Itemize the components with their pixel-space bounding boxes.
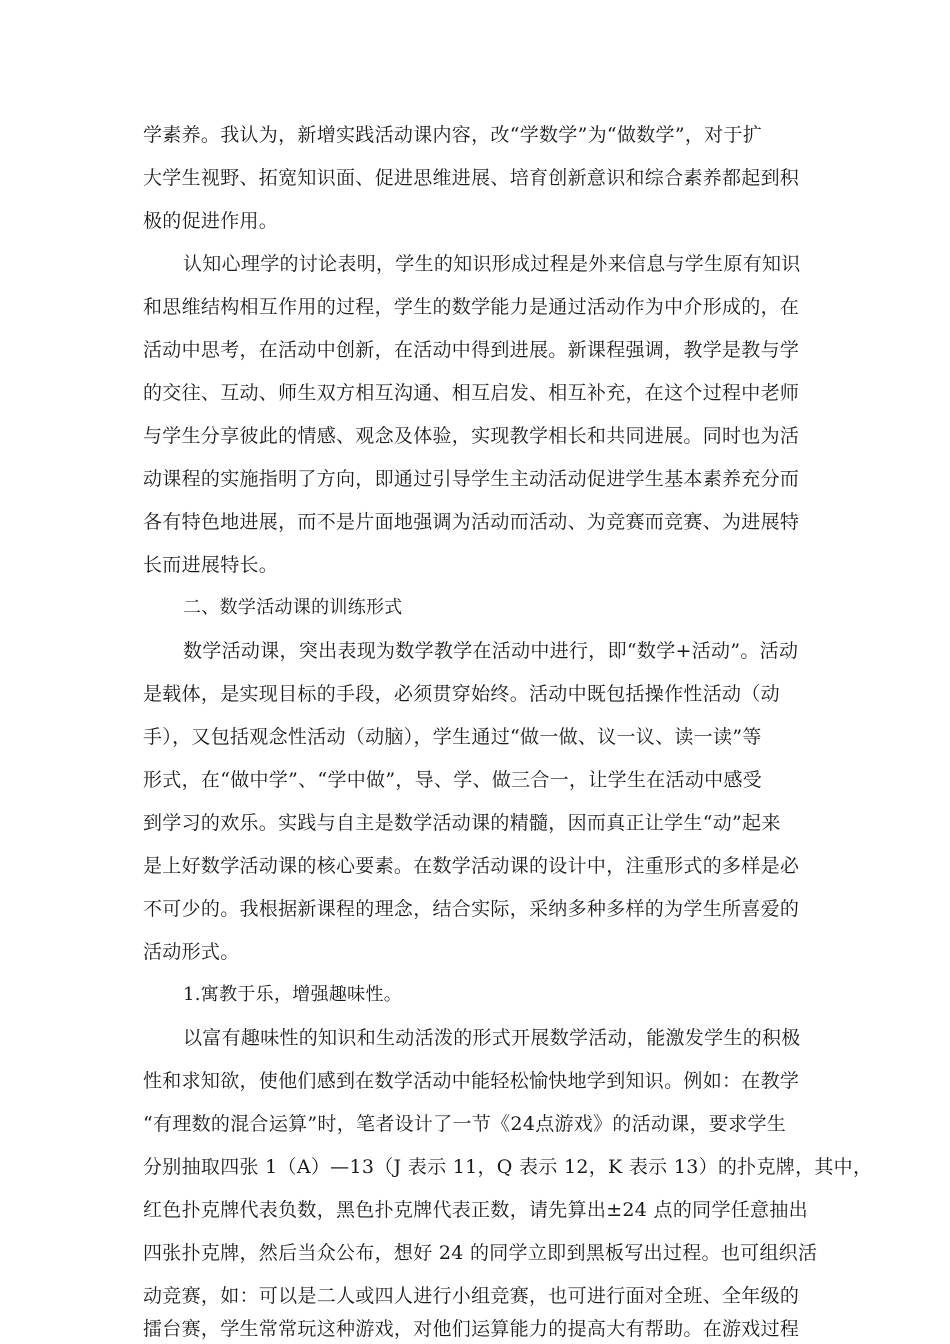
- text-line: 动课程的实施指明了方向，即通过引导学生主动活动促进学生基本素养充分而: [143, 468, 800, 490]
- text-line: 活动中思考，在活动中创新，在活动中得到进展。新课程强调，教学是教与学: [143, 339, 800, 361]
- text-line: 以富有趣味性的知识和生动活泼的形式开展数学活动，能激发学生的积极: [183, 1027, 801, 1049]
- text-line: 活动形式。: [143, 941, 240, 963]
- section-heading: 二、数学活动课的训练形式: [183, 597, 403, 618]
- text-line: 是载体，是实现目标的手段，必须贯穿始终。活动中既包括操作性活动（动: [143, 683, 780, 705]
- text-line: 大学生视野、拓宽知识面、促进思维进展、培育创新意识和综合素养都起到积: [143, 167, 800, 189]
- text-line: 性和求知欲，使他们感到在数学活动中能轻松愉快地学到知识。例如：在教学: [143, 1070, 800, 1092]
- text-line: 的交往、互动、师生双方相互沟通、相互启发、相互补充，在这个过程中老师: [143, 382, 800, 404]
- text-line: 各有特色地进展，而不是片面地强调为活动而活动、为竞赛而竞赛、为进展特: [143, 511, 800, 533]
- text-line: 四张扑克牌，然后当众公布，想好 24 的同学立即到黑板写出过程。也可组织活: [143, 1242, 818, 1264]
- subheading: 1.寓教于乐，增强趣味性。: [183, 984, 403, 1005]
- text-line: 学素养。我认为，新增实践活动课内容，改“学数学”为“做数学”，对于扩: [143, 124, 763, 146]
- text-line: 不可少的。我根据新课程的理念，结合实际，采纳多种多样的为学生所喜爱的: [143, 898, 800, 920]
- text-line: 极的促进作用。: [143, 210, 279, 232]
- text-line: 与学生分享彼此的情感、观念及体验，实现教学相长和共同进展。同时也为活: [143, 425, 800, 447]
- text-line: 手），又包括观念性活动（动脑），学生通过“做一做、议一议、读一读”等: [143, 726, 762, 748]
- text-line: 擂台赛，学生常常玩这种游戏，对他们运算能力的提高大有帮助。在游戏过程: [143, 1318, 800, 1340]
- text-line: “有理数的混合运算”时，笔者设计了一节《24点游戏》的活动课，要求学生: [143, 1113, 787, 1135]
- text-line: 分别抽取四张 1（A）—13（J 表示 11，Q 表示 12，K 表示 13）的扑克牌，其中，: [143, 1156, 873, 1178]
- text-line: 红色扑克牌代表负数，黑色扑克牌代表正数，请先算出±24 点的同学任意抽出: [143, 1199, 808, 1221]
- text-line: 形式，在“做中学”、“学中做”，导、学、做三合一，让学生在活动中感受: [143, 769, 763, 791]
- text-line: 动竞赛，如：可以是二人或四人进行小组竞赛，也可进行面对全班、全年级的: [143, 1285, 800, 1307]
- text-line: 认知心理学的讨论表明，学生的知识形成过程是外来信息与学生原有知识: [183, 253, 801, 275]
- text-line: 数学活动课，突出表现为数学教学在活动中进行，即“数学+活动”。活动: [183, 640, 799, 662]
- text-line: 到学习的欢乐。实践与自主是数学活动课的精髓，因而真正让学生“动”起来: [143, 812, 781, 834]
- text-line: 和思维结构相互作用的过程，学生的数学能力是通过活动作为中介形成的，在: [143, 296, 800, 318]
- text-line: 是上好数学活动课的核心要素。在数学活动课的设计中，注重形式的多样是必: [143, 855, 800, 877]
- text-line: 长而进展特长。: [143, 554, 279, 576]
